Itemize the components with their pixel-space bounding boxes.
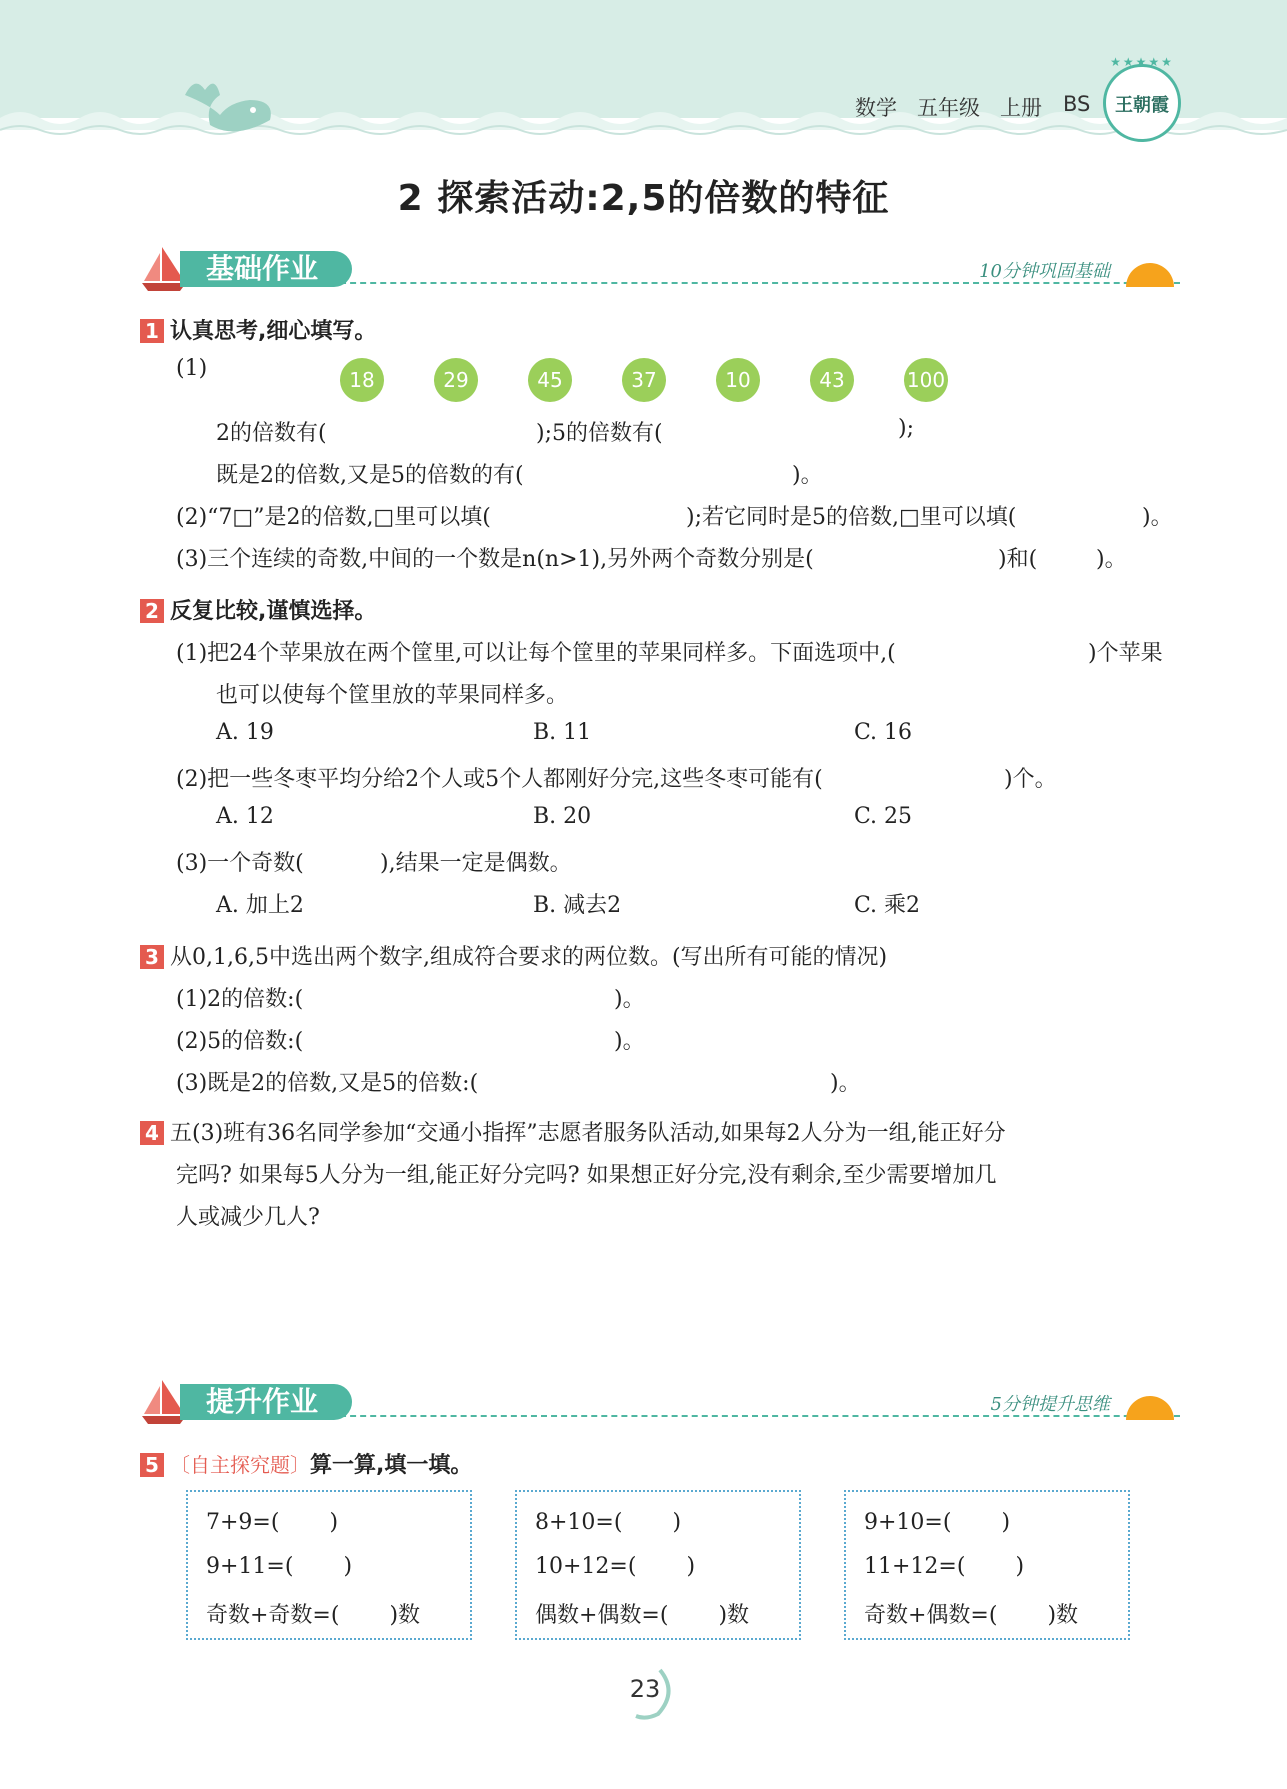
- page-number: 23: [629, 1675, 661, 1703]
- header-edition: BS: [1063, 92, 1091, 116]
- q3-part3-text: (3)既是2的倍数,又是5的倍数:(: [176, 1071, 479, 1096]
- q2-part1-text-b: )个苹果: [1088, 641, 1163, 666]
- option-a: A. 加上2: [216, 893, 304, 918]
- question-4-text-1: 五(3)班有36名同学参加“交通小指挥”志愿者服务队活动,如果每2人分为一组,能正好分: [170, 1121, 1006, 1146]
- q1-part3-and: )和(: [998, 547, 1038, 572]
- number-circle: 43: [810, 358, 854, 402]
- calc-line: 11+12=( ): [864, 1554, 1025, 1579]
- q1-part2-end: )。: [1142, 505, 1173, 530]
- number-circle: 29: [434, 358, 478, 402]
- question-2-title: 反复比较,谨慎选择。: [170, 599, 377, 624]
- number-circle: 37: [622, 358, 666, 402]
- q3-part2-text: (2)5的倍数:(: [176, 1029, 304, 1054]
- option-b: B. 11: [533, 720, 592, 745]
- calc-box: [515, 1490, 801, 1640]
- question-3-title: 从0,1,6,5中选出两个数字,组成符合要求的两位数。(写出所有可能的情况): [170, 945, 888, 970]
- option-a: A. 19: [216, 720, 274, 745]
- option-c: C. 16: [854, 720, 913, 745]
- question-4-line-1: [140, 1116, 1006, 1147]
- option-b: B. 减去2: [533, 893, 622, 918]
- header-subject: 数学: [855, 96, 897, 120]
- whale-icon: [175, 70, 285, 140]
- calc-rule: 偶数+偶数=( )数: [535, 1603, 750, 1628]
- q1-multiples-of-5-text: );5的倍数有(: [536, 421, 663, 446]
- q1-multiples-of-2-text: 2的倍数有(: [216, 421, 327, 446]
- calc-line: 7+9=( ): [206, 1510, 339, 1535]
- section-title-advanced: 提升作业: [180, 1384, 352, 1420]
- calc-line: 10+12=( ): [535, 1554, 696, 1579]
- option-b: B. 20: [533, 804, 592, 829]
- number-circle: 10: [716, 358, 760, 402]
- q1-part3-end: )。: [1096, 547, 1127, 572]
- q1-part3-text: (3)三个连续的奇数,中间的一个数是n(n>1),另外两个奇数分别是(: [176, 547, 814, 572]
- q2-part2-text: (2)把一些冬枣平均分给2个人或5个人都刚好分完,这些冬枣可能有(: [176, 767, 823, 792]
- question-4-text-2: 完吗? 如果每5人分为一组,能正好分完吗? 如果想正好分完,没有剩余,至少需要增加几: [176, 1163, 997, 1188]
- q1-both-multiples-text: 既是2的倍数,又是5的倍数的有(: [216, 463, 524, 488]
- question-1-header: [140, 314, 376, 345]
- q3-part1-text: (1)2的倍数:(: [176, 987, 304, 1012]
- q1-part2-text-b: );若它同时是5的倍数,□里可以填(: [686, 505, 1017, 530]
- q3-part2-end: )。: [614, 1029, 645, 1054]
- sun-icon: [1120, 253, 1180, 293]
- section-banner-advanced: [140, 1380, 1180, 1430]
- question-5-header: [140, 1448, 472, 1479]
- option-c: C. 乘2: [854, 893, 921, 918]
- section-note-basic: 10分钟巩固基础: [979, 261, 1110, 282]
- number-circle: 45: [528, 358, 572, 402]
- calc-line: 9+11=( ): [206, 1554, 353, 1579]
- option-c: C. 25: [854, 804, 913, 829]
- star-icon: ★★★★★: [1110, 55, 1174, 69]
- question-2-header: [140, 594, 376, 625]
- calc-rule: 奇数+偶数=( )数: [864, 1603, 1079, 1628]
- sun-icon: [1120, 1386, 1180, 1426]
- q3-part1-end: )。: [614, 987, 645, 1012]
- question-number: 4: [140, 1121, 164, 1145]
- number-circle: 18: [340, 358, 384, 402]
- q3-part3-end: )。: [830, 1071, 861, 1096]
- header-volume: 上册: [1000, 96, 1042, 120]
- question-tag: 〔自主探究题〕: [170, 1453, 310, 1477]
- calc-box: [186, 1490, 472, 1640]
- question-number: 2: [140, 599, 164, 623]
- q2-part3-end: ),结果一定是偶数。: [380, 851, 572, 876]
- calc-rule: 奇数+奇数=( )数: [206, 1603, 421, 1628]
- q1-part2-text: (2)“7□”是2的倍数,□里可以填(: [176, 505, 491, 530]
- section-banner-basic: [140, 247, 1180, 297]
- q2-part3-text: (3)一个奇数(: [176, 851, 304, 876]
- q2-part1-text-c: 也可以使每个筐里放的苹果同样多。: [216, 683, 569, 708]
- q1-line-end: )。: [792, 463, 823, 488]
- section-title-basic: 基础作业: [180, 251, 352, 287]
- question-1-title: 认真思考,细心填写。: [170, 319, 377, 344]
- q2-part2-end: )个。: [1004, 767, 1057, 792]
- calc-box: [844, 1490, 1130, 1640]
- page-header: [0, 0, 1287, 150]
- option-a: A. 12: [216, 804, 274, 829]
- calc-line: 8+10=( ): [535, 1510, 682, 1535]
- header-grade: 五年级: [917, 96, 980, 120]
- question-4-text-3: 人或减少几人?: [176, 1205, 320, 1230]
- q1-line-end: );: [898, 416, 914, 441]
- question-number: 5: [140, 1453, 164, 1477]
- q1-part1-label: (1): [176, 356, 208, 381]
- question-3-header: [140, 940, 887, 971]
- brand-logo: [1103, 55, 1181, 142]
- calc-line: 9+10=( ): [864, 1510, 1011, 1535]
- question-number: 1: [140, 319, 164, 343]
- question-5-title: 算一算,填一填。: [310, 1453, 473, 1478]
- number-circle: 100: [904, 358, 948, 402]
- q2-part1-text: (1)把24个苹果放在两个筐里,可以让每个筐里的苹果同样多。下面选项中,(: [176, 641, 896, 666]
- brand-name: 王朝霞: [1115, 95, 1169, 116]
- section-note-advanced: 5分钟提升思维: [990, 1394, 1110, 1415]
- page-title: 2 探索活动:2,5的倍数的特征: [397, 178, 890, 219]
- question-number: 3: [140, 945, 164, 969]
